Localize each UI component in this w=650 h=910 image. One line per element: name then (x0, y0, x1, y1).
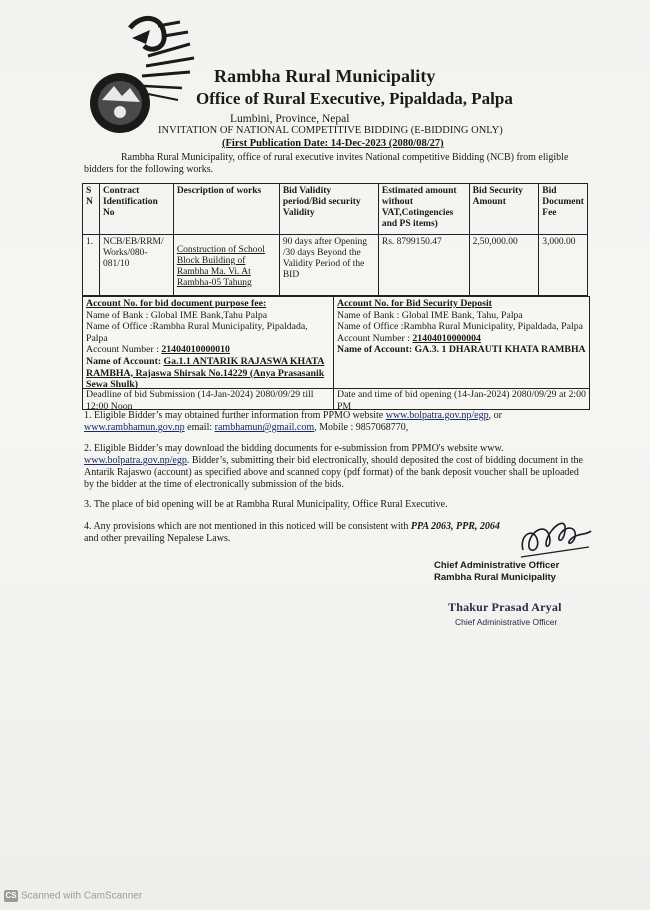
fee-account-heading: Account No. for bid document purpose fee: (86, 298, 267, 309)
cell-description (173, 235, 279, 296)
signatory-organization: Rambha Rural Municipality (434, 572, 556, 583)
fee-account-number-line (86, 344, 331, 356)
header-fee: Bid Document Fee (539, 184, 588, 235)
signatory-title: Chief Administrative Officer (434, 560, 560, 571)
watermark-text: Scanned with CamScanner (21, 890, 143, 902)
fee-bank-name: Name of Bank : Global IME Bank,Tahu Palpa (86, 309, 268, 321)
note-1-sep: , or (488, 410, 502, 421)
note-4-text-rest: and other prevailing Nepalese Laws. (84, 533, 231, 544)
header-security: Bid Security Amount (469, 184, 539, 235)
fee-account-number: 21404010000010 (161, 344, 230, 356)
note-4-acts: PPA 2063, PPR, 2064 (410, 521, 500, 532)
header-estimated: Estimated amount without VAT,Cotingencies and PS items) (378, 184, 469, 235)
works-table (82, 183, 588, 296)
note-1-mobile: , Mobile : 9857068770, (314, 422, 409, 433)
security-account-heading: Account No. for Bid Security Deposit (337, 298, 492, 309)
account-details-box (82, 296, 590, 410)
header-contract: Contract Identification No (99, 184, 173, 235)
bolpatra-link[interactable]: www.bolpatra.gov.np/egp (84, 455, 187, 466)
fee-office-name: Name of Office :Rambha Rural Municipality, Pipaldada, Palpa (86, 321, 308, 344)
municipality-emblem-icon (72, 8, 202, 143)
cell-estimated: Rs. 8799150.47 (378, 235, 469, 296)
fee-account-section (86, 298, 331, 391)
cell-security: 2,50,000.00 (469, 235, 539, 296)
submission-deadline: Deadline of bid Submission (14-Jan-2024) 2080/09/29 till 12:00 Noon (86, 389, 314, 412)
note-1 (84, 410, 584, 434)
note-1-text: 1. Eligible Bidder’s may obtained further information from PPMO website (84, 410, 386, 421)
fee-account-name: Ga.1.1 ANTARIK RAJASWA KHATA RAMBHA, Rajaswa Shirsak No.14229 (Anya Prasasanik Sewa Shulk) (86, 355, 325, 391)
description-text: Construction of School Block Building of Rambha Ma. Vi. At Rambha-05 Tahung (176, 245, 265, 288)
ppmo-link[interactable]: www.bolpatra.gov.np/egp (385, 410, 489, 421)
note-2 (84, 443, 584, 491)
cell-contract: NCB/EB/RRM/ Works/080-081/10 (99, 235, 173, 296)
table-header-row (83, 184, 588, 235)
scanner-watermark (4, 890, 142, 902)
municipality-name: Rambha Rural Municipality (214, 66, 436, 86)
note-1-email-label: email: (184, 422, 215, 433)
security-account-name-line (337, 344, 587, 356)
security-office-name: Name of Office :Rambha Rural Municipality, Pipaldada, Palpa (337, 321, 583, 333)
fee-account-number-label: Account Number : (86, 344, 162, 356)
header-sn: S N (83, 184, 100, 235)
cell-fee: 3,000.00 (539, 235, 588, 296)
security-account-number-line (337, 333, 587, 345)
municipality-website-link[interactable]: www.rambhamun.gov.np (84, 422, 185, 433)
security-account-number-label: Account Number : (337, 332, 413, 344)
signature-icon (515, 505, 595, 565)
note-3: 3. The place of bid opening will be at Rambha Rural Municipality, Office Rural Executive. (84, 499, 448, 510)
invitation-heading: INVITATION OF NATIONAL COMPETITIVE BIDDING (E-BIDDING ONLY) (158, 125, 503, 136)
cell-validity: 90 days after Opening /30 days Beyond the Validity Period of the BID (279, 235, 378, 296)
header-validity: Bid Validity period/Bid security Validity (279, 184, 378, 235)
security-account-section (337, 298, 587, 356)
header-description: Description of works (173, 184, 279, 235)
cell-sn: 1. (83, 235, 100, 296)
note-2-text: 2. Eligible Bidder’s may download the bidding documents for e-submission from PPMO's website www. (84, 443, 504, 454)
officer-title-stamp: Chief Administrative Officer (455, 617, 558, 627)
column-divider (333, 297, 334, 409)
security-account-name-label: Name of Account: (337, 344, 415, 356)
security-bank-name: Name of Bank : Global IME Bank, Tahu, Palpa (337, 309, 523, 321)
table-row (83, 235, 588, 296)
fee-account-name-label: Name of Account: (86, 355, 164, 367)
intro-paragraph: Rambha Rural Municipality, office of rural executive invites National competitive Bidding (NCB) from eligible bidders for the following works. (84, 152, 569, 175)
security-account-name: GA.3. 1 DHARAUTI KHATA RAMBHA (414, 344, 586, 356)
note-4-text: 4. Any provisions which are not mentioned in this noticed will be consistent with (84, 521, 411, 532)
note-4 (84, 521, 514, 545)
officer-name-stamp: Thakur Prasad Aryal (448, 600, 562, 614)
security-account-number: 21404010000004 (412, 332, 481, 344)
email-link[interactable]: rambhamun@gmail.com (214, 422, 315, 433)
camscanner-icon: CS (5, 891, 17, 900)
note-2-text-rest: . Bidder’s, submitting their bid electronically, should deposited the cost of bidding document in the Antarik Rajaswo (account) as specified above and scanned copy (pdf format) of the bank deposit voucher shall be uploaded by the bidder at the time of electronically submission of the bids. (84, 455, 583, 490)
publication-date: (First Publication Date: 14-Dec-2023 (2080/08/27) (222, 138, 444, 149)
office-name: Office of Rural Executive, Pipaldada, Palpa (196, 89, 513, 108)
bid-opening-time: Date and time of bid opening (14-Jan-2024) 2080/09/29 at 2:00 PM (337, 389, 586, 412)
address: Lumbini, Province, Nepal (230, 113, 350, 125)
fee-account-name-line (86, 356, 331, 391)
